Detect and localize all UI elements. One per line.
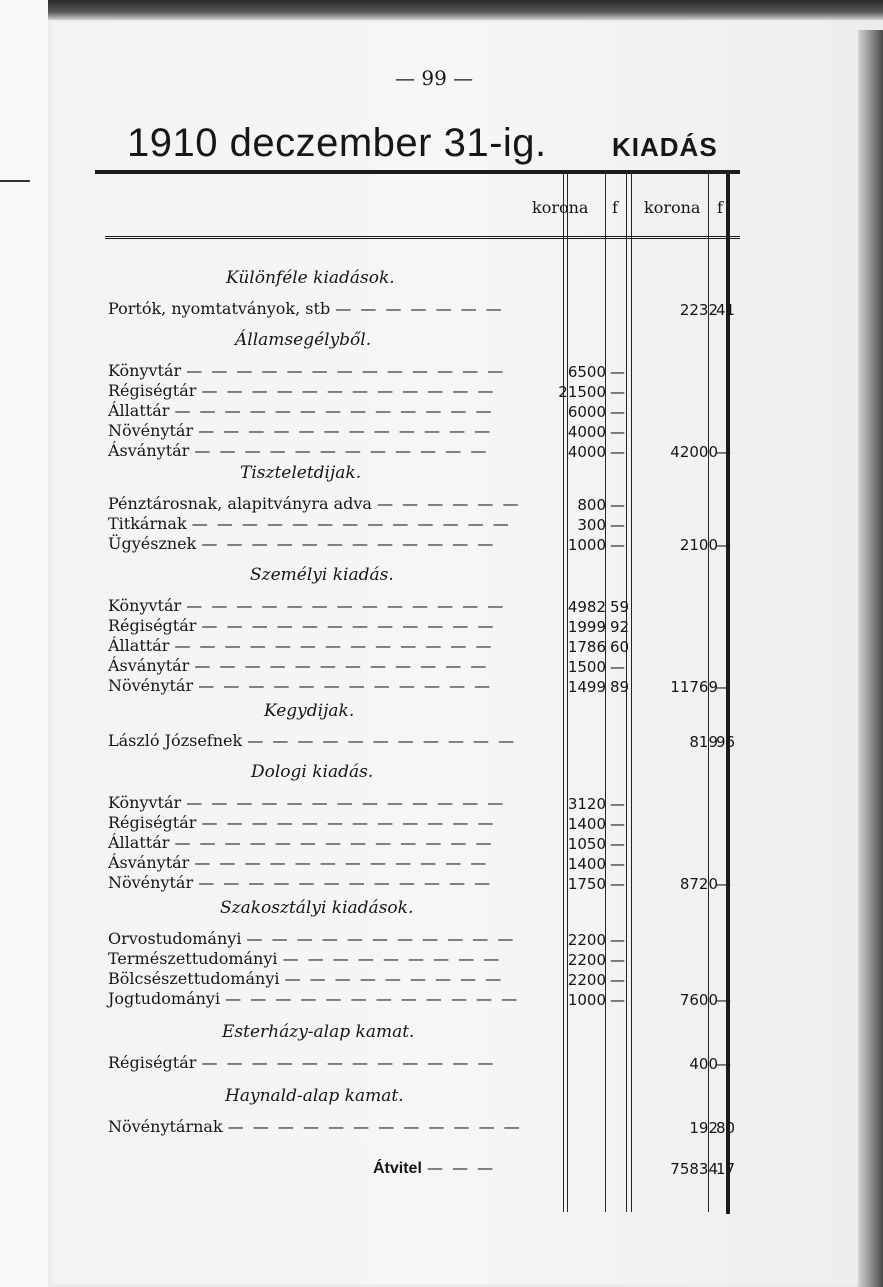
section-title: Különféle kiadások. xyxy=(226,268,395,288)
row-korona: 4000 xyxy=(567,423,606,441)
row-label: Állattár xyxy=(108,636,170,655)
carry-over-label: Átvitel xyxy=(373,1160,422,1177)
row-dashes: — — — — — — — — — — — — xyxy=(194,441,489,460)
column-header-filler-total: f xyxy=(717,198,723,217)
row-label: Régiségtár xyxy=(108,813,197,832)
row-label: Ásványtár xyxy=(108,656,190,675)
row-korona: 6500 xyxy=(567,363,606,381)
row-korona: 1500 xyxy=(567,658,606,676)
row-korona: 1999 xyxy=(567,618,606,636)
row-dashes: — — — — — — — — — — — xyxy=(247,731,517,750)
row-dashes: — — — — — — — — — — — — xyxy=(198,421,493,440)
row-korona: 2200 xyxy=(567,951,606,969)
row-korona: 800 xyxy=(577,496,606,514)
row-label: Növénytár xyxy=(108,676,194,695)
ledger-row xyxy=(108,534,495,553)
row-korona: 1786 xyxy=(567,638,606,656)
ledger-row xyxy=(108,299,504,318)
ledger-row xyxy=(108,421,492,440)
row-dashes: — — — — — — — — — — — — — xyxy=(186,793,506,812)
row-korona: 3120 xyxy=(567,795,606,813)
ledger-row xyxy=(108,381,495,400)
section-title: Szakosztályi kiadások. xyxy=(220,898,414,918)
page-title: 1910 deczember 31-ig. xyxy=(127,121,547,165)
ledger-row xyxy=(108,494,521,513)
row-dashes: — — — — — — — — — — — — xyxy=(227,1117,522,1136)
row-filler: 59 xyxy=(610,598,630,616)
ledger-row xyxy=(108,731,516,750)
ledger-row xyxy=(108,949,501,968)
row-filler: — xyxy=(610,363,625,381)
column-header-korona: korona xyxy=(532,198,589,217)
row-filler: — xyxy=(610,536,625,554)
carry-over-korona: 75834 xyxy=(670,1160,718,1178)
row-label: Pénztárosnak, alapitványra adva xyxy=(108,494,372,513)
section-title: Tiszteletdijak. xyxy=(240,463,362,483)
row-label: Könyvtár xyxy=(108,596,182,615)
row-label: Portók, nyomtatványok, stb xyxy=(108,299,331,318)
row-korona-total: 8720 xyxy=(679,875,718,893)
row-dashes: — — — — — — — — — — — — — xyxy=(186,361,506,380)
row-filler: — xyxy=(610,383,625,401)
row-filler: — xyxy=(610,951,625,969)
ledger-row xyxy=(108,1053,495,1072)
scan-tick-mark xyxy=(0,180,30,182)
ledger-row xyxy=(108,989,519,1008)
ledger-row xyxy=(108,441,488,460)
row-filler-total: — xyxy=(716,678,731,696)
row-dashes: — — — — — — — — — — — — — xyxy=(174,833,494,852)
row-dashes: — — — — — — — — — — — — xyxy=(194,656,489,675)
row-filler: 60 xyxy=(610,638,630,656)
row-filler-total: — xyxy=(716,991,731,1009)
row-label: Jogtudományi xyxy=(108,989,221,1008)
row-filler-total: — xyxy=(716,875,731,893)
row-dashes: — — — — — — — — — xyxy=(282,949,502,968)
section-heading: KIADÁS xyxy=(612,132,718,162)
ledger-row xyxy=(108,616,495,635)
row-filler: — xyxy=(610,496,625,514)
row-korona: 1499 xyxy=(567,678,606,696)
row-dashes: — — — — — — — — — xyxy=(284,969,504,988)
scan-left-margin xyxy=(0,0,48,1287)
row-dashes: — — — — — — xyxy=(377,494,521,513)
section-title: Személyi kiadás. xyxy=(250,565,394,585)
row-korona: 1050 xyxy=(567,835,606,853)
row-korona: 1000 xyxy=(567,536,606,554)
row-dashes: — — — — — — — — — — — — — xyxy=(174,401,494,420)
row-label: Régiségtár xyxy=(108,1053,197,1072)
row-korona: 1400 xyxy=(567,815,606,833)
carry-over-dashes: — — — xyxy=(427,1158,496,1177)
row-filler: — xyxy=(610,875,625,893)
row-label: Ásványtár xyxy=(108,853,190,872)
row-dashes: — — — — — — — — — — — — — xyxy=(186,596,506,615)
section-title: Esterházy-alap kamat. xyxy=(222,1022,415,1042)
row-korona: 2200 xyxy=(567,931,606,949)
section-title: Kegydijak. xyxy=(264,701,355,721)
row-korona-total: 7600 xyxy=(679,991,718,1009)
section-title: Haynald-alap kamat. xyxy=(225,1086,404,1106)
ledger-row xyxy=(108,401,494,420)
row-label: Növénytár xyxy=(108,873,194,892)
ledger-row xyxy=(108,929,515,948)
row-korona-total: 11769 xyxy=(670,678,718,696)
ledger-row xyxy=(108,596,505,615)
carry-over-row xyxy=(373,1158,495,1178)
row-filler-total: — xyxy=(716,443,731,461)
row-korona: 4982 xyxy=(567,598,606,616)
row-dashes: — — — — — — — — — — — — xyxy=(201,534,496,553)
row-dashes: — — — — — — — — — — — — xyxy=(201,616,496,635)
row-dashes: — — — — — — — — — — — — — xyxy=(174,636,494,655)
row-label: Állattár xyxy=(108,401,170,420)
row-label: Növénytár xyxy=(108,421,194,440)
section-title: Államsegélyből. xyxy=(235,330,372,350)
row-label: Bölcsészettudományi xyxy=(108,969,280,988)
row-filler: — xyxy=(610,991,625,1009)
carry-over-filler: 17 xyxy=(716,1160,736,1178)
row-filler-total: 96 xyxy=(716,733,736,751)
ledger-row xyxy=(108,793,505,812)
row-filler: 89 xyxy=(610,678,630,696)
row-korona-total: 400 xyxy=(689,1055,718,1073)
column-header-korona-total: korona xyxy=(644,198,701,217)
row-filler-total: 80 xyxy=(716,1119,736,1137)
row-korona-total: 2232 xyxy=(679,301,718,319)
ledger-row xyxy=(108,676,492,695)
header-rule xyxy=(105,236,740,242)
ledger-row xyxy=(108,833,494,852)
row-filler: — xyxy=(610,971,625,989)
row-dashes: — — — — — — — — — — — — xyxy=(225,989,520,1008)
row-dashes: — — — — — — — — — — — — xyxy=(201,381,496,400)
ledger-row xyxy=(108,361,505,380)
ledger-row xyxy=(108,873,492,892)
row-filler: — xyxy=(610,423,625,441)
ledger-row xyxy=(108,636,494,655)
row-filler-total: 41 xyxy=(716,301,736,319)
row-korona-total: 192 xyxy=(689,1119,718,1137)
row-filler: — xyxy=(610,443,625,461)
row-label: László Józsefnek xyxy=(108,731,243,750)
column-header-filler: f xyxy=(612,198,618,217)
ledger-row xyxy=(108,853,488,872)
row-dashes: — — — — — — — — — — — — — xyxy=(191,514,511,533)
section-title: Dologi kiadás. xyxy=(251,762,374,782)
row-filler: 92 xyxy=(610,618,630,636)
row-filler-total: — xyxy=(716,1055,731,1073)
row-dashes: — — — — — — — — — — — — xyxy=(194,853,489,872)
ledger-row xyxy=(108,813,495,832)
ledger-row xyxy=(108,1117,522,1136)
ledger-row xyxy=(108,514,511,533)
row-filler: — xyxy=(610,403,625,421)
row-filler: — xyxy=(610,658,625,676)
page-number: — 99 — xyxy=(395,66,474,90)
row-korona-total: 42000 xyxy=(670,443,718,461)
row-korona: 1400 xyxy=(567,855,606,873)
row-filler: — xyxy=(610,835,625,853)
row-filler-total: — xyxy=(716,536,731,554)
row-filler: — xyxy=(610,795,625,813)
row-korona: 21500 xyxy=(558,383,606,401)
row-dashes: — — — — — — — — — — — — xyxy=(201,813,496,832)
row-dashes: — — — — — — — xyxy=(335,299,504,318)
row-korona-total: 819 xyxy=(689,733,718,751)
row-korona: 4000 xyxy=(567,443,606,461)
row-label: Állattár xyxy=(108,833,170,852)
row-korona-total: 2100 xyxy=(679,536,718,554)
row-label: Ásványtár xyxy=(108,441,190,460)
row-label: Titkárnak xyxy=(108,514,187,533)
row-label: Növénytárnak xyxy=(108,1117,223,1136)
row-filler: — xyxy=(610,855,625,873)
row-label: Régiségtár xyxy=(108,616,197,635)
row-label: Könyvtár xyxy=(108,793,182,812)
top-rule xyxy=(95,170,740,174)
row-dashes: — — — — — — — — — — — — xyxy=(198,873,493,892)
row-dashes: — — — — — — — — — — — — xyxy=(198,676,493,695)
row-label: Ügyésznek xyxy=(108,534,197,553)
row-korona: 300 xyxy=(577,516,606,534)
row-korona: 6000 xyxy=(567,403,606,421)
row-filler: — xyxy=(610,516,625,534)
scan-right-shadow xyxy=(857,30,883,1287)
row-korona: 2200 xyxy=(567,971,606,989)
row-dashes: — — — — — — — — — — — — xyxy=(201,1053,496,1072)
ledger-row xyxy=(108,969,503,988)
row-label: Természettudományi xyxy=(108,949,278,968)
row-filler: — xyxy=(610,815,625,833)
scan-top-shadow xyxy=(48,0,883,20)
row-dashes: — — — — — — — — — — — xyxy=(246,929,516,948)
row-label: Régiségtár xyxy=(108,381,197,400)
row-label: Könyvtár xyxy=(108,361,182,380)
row-korona: 1000 xyxy=(567,991,606,1009)
row-filler: — xyxy=(610,931,625,949)
ledger-row xyxy=(108,656,488,675)
row-korona: 1750 xyxy=(567,875,606,893)
row-label: Orvostudományi xyxy=(108,929,242,948)
